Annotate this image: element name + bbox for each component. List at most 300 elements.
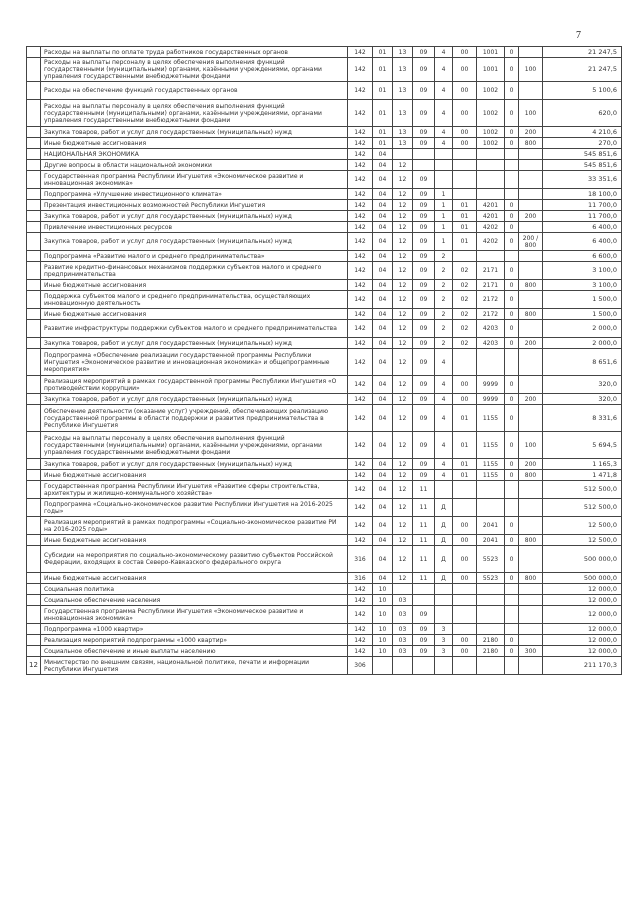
row-subsection bbox=[393, 149, 413, 160]
row-expense-type: 100 bbox=[519, 100, 543, 127]
row-section: 01 bbox=[373, 100, 393, 127]
row-flag: 0 bbox=[505, 200, 519, 211]
row-flag: 0 bbox=[505, 432, 519, 459]
row-subsection: 12 bbox=[393, 349, 413, 376]
row-flag: 0 bbox=[505, 309, 519, 320]
row-number bbox=[27, 211, 41, 222]
row-activity bbox=[453, 349, 477, 376]
row-direction: 4203 bbox=[477, 338, 505, 349]
row-subsection: 13 bbox=[393, 47, 413, 58]
row-activity: 02 bbox=[453, 291, 477, 309]
row-section: 10 bbox=[373, 606, 393, 624]
row-amount: 1 500,0 bbox=[543, 309, 622, 320]
row-amount: 12 000,0 bbox=[543, 606, 622, 624]
row-amount: 545 851,6 bbox=[543, 160, 622, 171]
row-direction: 2180 bbox=[477, 635, 505, 646]
row-flag: 0 bbox=[505, 320, 519, 338]
row-subsection bbox=[393, 584, 413, 595]
row-program bbox=[413, 584, 435, 595]
row-flag bbox=[505, 149, 519, 160]
row-direction: 4202 bbox=[477, 233, 505, 251]
row-section: 04 bbox=[373, 535, 393, 546]
row-admin-code: 142 bbox=[348, 535, 373, 546]
row-admin-code: 142 bbox=[348, 233, 373, 251]
row-program: 09 bbox=[413, 127, 435, 138]
row-amount: 211 170,3 bbox=[543, 657, 622, 675]
row-number bbox=[27, 432, 41, 459]
row-description: Закупка товаров, работ и услуг для государственных (муниципальных) нужд bbox=[41, 127, 348, 138]
row-program: 09 bbox=[413, 251, 435, 262]
row-activity bbox=[453, 624, 477, 635]
row-subsection: 13 bbox=[393, 82, 413, 100]
row-section: 04 bbox=[373, 291, 393, 309]
row-section: 04 bbox=[373, 394, 393, 405]
row-flag: 0 bbox=[505, 338, 519, 349]
row-subprogram: Д bbox=[435, 573, 453, 584]
row-number bbox=[27, 646, 41, 657]
row-subprogram: 2 bbox=[435, 309, 453, 320]
table-row bbox=[27, 211, 622, 222]
row-expense-type bbox=[519, 517, 543, 535]
row-subprogram: 4 bbox=[435, 138, 453, 149]
row-subsection bbox=[393, 657, 413, 675]
row-expense-type bbox=[519, 222, 543, 233]
row-activity: 01 bbox=[453, 405, 477, 432]
row-amount: 512 500,0 bbox=[543, 481, 622, 499]
row-direction: 4202 bbox=[477, 222, 505, 233]
row-admin-code: 142 bbox=[348, 376, 373, 394]
row-description: Социальная политика bbox=[41, 584, 348, 595]
row-admin-code: 142 bbox=[348, 459, 373, 470]
row-subprogram bbox=[435, 149, 453, 160]
row-number: 12 bbox=[27, 657, 41, 675]
row-activity: 02 bbox=[453, 338, 477, 349]
row-number bbox=[27, 138, 41, 149]
row-flag: 0 bbox=[505, 573, 519, 584]
row-description: Реализация мероприятий подпрограммы «1000 квартир» bbox=[41, 635, 348, 646]
row-expense-type bbox=[519, 481, 543, 499]
row-amount: 8 331,6 bbox=[543, 405, 622, 432]
row-flag bbox=[505, 657, 519, 675]
table-row bbox=[27, 459, 622, 470]
row-description: Расходы на выплаты персоналу в целях обеспечения выполнения функций государственными (муниципальными) органами, казёнными учреждениями, органами управления государственными внебюджетными фондами bbox=[41, 432, 348, 459]
row-amount: 3 100,0 bbox=[543, 262, 622, 280]
row-subsection: 13 bbox=[393, 100, 413, 127]
row-subprogram: Д bbox=[435, 499, 453, 517]
row-amount: 3 100,0 bbox=[543, 280, 622, 291]
row-description: Расходы на выплаты персоналу в целях обеспечения выполнения функций государственными (муниципальными) органами, казёнными учреждениями, органами управления государственными внебюджетными фондами bbox=[41, 100, 348, 127]
row-activity bbox=[453, 171, 477, 189]
row-admin-code: 142 bbox=[348, 251, 373, 262]
table-row bbox=[27, 82, 622, 100]
row-flag: 0 bbox=[505, 546, 519, 573]
row-subprogram bbox=[435, 657, 453, 675]
row-subprogram: 2 bbox=[435, 280, 453, 291]
table-row bbox=[27, 233, 622, 251]
row-subsection: 12 bbox=[393, 171, 413, 189]
table-row bbox=[27, 138, 622, 149]
row-direction: 2180 bbox=[477, 646, 505, 657]
row-subprogram: 4 bbox=[435, 58, 453, 82]
row-section: 04 bbox=[373, 251, 393, 262]
row-direction: 9999 bbox=[477, 394, 505, 405]
row-admin-code: 142 bbox=[348, 100, 373, 127]
row-program: 09 bbox=[413, 432, 435, 459]
row-admin-code: 142 bbox=[348, 584, 373, 595]
row-program: 11 bbox=[413, 481, 435, 499]
row-program: 09 bbox=[413, 222, 435, 233]
row-direction: 9999 bbox=[477, 376, 505, 394]
row-activity: 01 bbox=[453, 470, 477, 481]
row-section: 04 bbox=[373, 233, 393, 251]
row-subsection: 12 bbox=[393, 262, 413, 280]
table-row bbox=[27, 517, 622, 535]
row-flag: 0 bbox=[505, 100, 519, 127]
row-expense-type: 800 bbox=[519, 573, 543, 584]
row-amount: 18 100,0 bbox=[543, 189, 622, 200]
row-flag bbox=[505, 189, 519, 200]
row-expense-type: 200 bbox=[519, 127, 543, 138]
row-number bbox=[27, 233, 41, 251]
row-activity bbox=[453, 606, 477, 624]
row-amount: 12 500,0 bbox=[543, 535, 622, 546]
row-subprogram: 2 bbox=[435, 262, 453, 280]
row-direction: 1002 bbox=[477, 100, 505, 127]
row-program bbox=[413, 149, 435, 160]
table-row bbox=[27, 309, 622, 320]
row-subprogram: 2 bbox=[435, 251, 453, 262]
row-section: 04 bbox=[373, 376, 393, 394]
row-subprogram: 3 bbox=[435, 624, 453, 635]
row-activity bbox=[453, 595, 477, 606]
row-admin-code: 316 bbox=[348, 546, 373, 573]
row-expense-type bbox=[519, 405, 543, 432]
row-section: 01 bbox=[373, 82, 393, 100]
row-program: 09 bbox=[413, 58, 435, 82]
row-description: Подпрограмма «Развитие малого и среднего предпринимательства» bbox=[41, 251, 348, 262]
row-activity: 02 bbox=[453, 320, 477, 338]
row-flag: 0 bbox=[505, 394, 519, 405]
row-admin-code: 142 bbox=[348, 405, 373, 432]
row-number bbox=[27, 546, 41, 573]
row-amount: 12 000,0 bbox=[543, 595, 622, 606]
row-expense-type: 800 bbox=[519, 138, 543, 149]
row-flag: 0 bbox=[505, 262, 519, 280]
row-amount: 320,0 bbox=[543, 394, 622, 405]
row-program: 09 bbox=[413, 624, 435, 635]
row-direction: 1155 bbox=[477, 470, 505, 481]
row-description: НАЦИОНАЛЬНАЯ ЭКОНОМИКА bbox=[41, 149, 348, 160]
row-subprogram: 4 bbox=[435, 82, 453, 100]
row-amount: 6 400,0 bbox=[543, 233, 622, 251]
row-expense-type bbox=[519, 47, 543, 58]
row-amount: 545 851,6 bbox=[543, 149, 622, 160]
row-amount: 2 000,0 bbox=[543, 338, 622, 349]
row-number bbox=[27, 222, 41, 233]
page-number: 7 bbox=[576, 30, 581, 41]
row-description: Государственная программа Республики Ингушетия «Развитие сферы строительства, архитектуры и жилищно-коммунального хозяйства» bbox=[41, 481, 348, 499]
row-section: 04 bbox=[373, 405, 393, 432]
row-subprogram bbox=[435, 584, 453, 595]
table-row bbox=[27, 394, 622, 405]
row-direction: 5523 bbox=[477, 573, 505, 584]
row-activity bbox=[453, 189, 477, 200]
row-expense-type: 200 bbox=[519, 394, 543, 405]
table-row bbox=[27, 222, 622, 233]
table-row bbox=[27, 546, 622, 573]
row-description: Закупка товаров, работ и услуг для государственных (муниципальных) нужд bbox=[41, 211, 348, 222]
row-section: 04 bbox=[373, 338, 393, 349]
table-row bbox=[27, 160, 622, 171]
row-flag bbox=[505, 606, 519, 624]
row-expense-type bbox=[519, 251, 543, 262]
row-number bbox=[27, 309, 41, 320]
row-program: 09 bbox=[413, 171, 435, 189]
row-program: 09 bbox=[413, 233, 435, 251]
row-admin-code: 142 bbox=[348, 189, 373, 200]
row-subprogram: Д bbox=[435, 546, 453, 573]
row-subprogram bbox=[435, 606, 453, 624]
row-activity: 00 bbox=[453, 100, 477, 127]
row-number bbox=[27, 459, 41, 470]
row-subsection: 12 bbox=[393, 233, 413, 251]
row-expense-type bbox=[519, 349, 543, 376]
row-amount: 12 000,0 bbox=[543, 646, 622, 657]
row-direction: 4201 bbox=[477, 211, 505, 222]
table-row bbox=[27, 595, 622, 606]
row-direction: 1002 bbox=[477, 82, 505, 100]
row-flag bbox=[505, 499, 519, 517]
row-subprogram: 1 bbox=[435, 200, 453, 211]
row-number bbox=[27, 251, 41, 262]
row-section: 04 bbox=[373, 149, 393, 160]
row-direction bbox=[477, 160, 505, 171]
row-flag: 0 bbox=[505, 470, 519, 481]
row-admin-code: 142 bbox=[348, 127, 373, 138]
table-row bbox=[27, 171, 622, 189]
table-row bbox=[27, 338, 622, 349]
row-amount: 5 100,6 bbox=[543, 82, 622, 100]
row-amount: 512 500,0 bbox=[543, 499, 622, 517]
row-direction: 1155 bbox=[477, 405, 505, 432]
row-admin-code: 142 bbox=[348, 262, 373, 280]
row-admin-code: 142 bbox=[348, 171, 373, 189]
table-row bbox=[27, 573, 622, 584]
row-description: Иные бюджетные ассигнования bbox=[41, 309, 348, 320]
row-subsection: 12 bbox=[393, 499, 413, 517]
row-program: 09 bbox=[413, 291, 435, 309]
row-activity: 00 bbox=[453, 82, 477, 100]
row-description: Иные бюджетные ассигнования bbox=[41, 470, 348, 481]
row-flag bbox=[505, 349, 519, 376]
row-description: Закупка товаров, работ и услуг для государственных (муниципальных) нужд bbox=[41, 338, 348, 349]
row-subsection: 12 bbox=[393, 459, 413, 470]
row-admin-code: 142 bbox=[348, 394, 373, 405]
row-program bbox=[413, 160, 435, 171]
row-expense-type: 100 bbox=[519, 432, 543, 459]
row-flag: 0 bbox=[505, 459, 519, 470]
row-flag bbox=[505, 171, 519, 189]
row-flag: 0 bbox=[505, 138, 519, 149]
row-activity: 00 bbox=[453, 138, 477, 149]
row-activity: 02 bbox=[453, 262, 477, 280]
row-program: 09 bbox=[413, 405, 435, 432]
table-row bbox=[27, 100, 622, 127]
row-flag: 0 bbox=[505, 517, 519, 535]
row-expense-type: 200 / 800 bbox=[519, 233, 543, 251]
row-expense-type bbox=[519, 499, 543, 517]
table-row bbox=[27, 251, 622, 262]
row-subprogram: 2 bbox=[435, 291, 453, 309]
row-section: 10 bbox=[373, 595, 393, 606]
row-section: 04 bbox=[373, 171, 393, 189]
row-description: Иные бюджетные ассигнования bbox=[41, 138, 348, 149]
row-number bbox=[27, 481, 41, 499]
row-expense-type: 800 bbox=[519, 280, 543, 291]
row-description: Подпрограмма «Улучшение инвестиционного климата» bbox=[41, 189, 348, 200]
row-admin-code: 142 bbox=[348, 160, 373, 171]
row-subsection: 12 bbox=[393, 251, 413, 262]
row-subprogram: 1 bbox=[435, 211, 453, 222]
row-program: 09 bbox=[413, 82, 435, 100]
row-subprogram bbox=[435, 595, 453, 606]
row-expense-type: 200 bbox=[519, 459, 543, 470]
row-direction bbox=[477, 349, 505, 376]
row-expense-type bbox=[519, 200, 543, 211]
row-program: 09 bbox=[413, 200, 435, 211]
row-number bbox=[27, 100, 41, 127]
row-direction bbox=[477, 606, 505, 624]
row-expense-type bbox=[519, 635, 543, 646]
row-direction bbox=[477, 657, 505, 675]
row-direction: 5523 bbox=[477, 546, 505, 573]
table-row bbox=[27, 584, 622, 595]
row-number bbox=[27, 160, 41, 171]
row-number bbox=[27, 200, 41, 211]
row-flag: 0 bbox=[505, 47, 519, 58]
row-subsection: 12 bbox=[393, 291, 413, 309]
row-program: 09 bbox=[413, 338, 435, 349]
row-section: 04 bbox=[373, 470, 393, 481]
row-program bbox=[413, 657, 435, 675]
row-description: Закупка товаров, работ и услуг для государственных (муниципальных) нужд bbox=[41, 459, 348, 470]
row-section: 04 bbox=[373, 262, 393, 280]
row-flag: 0 bbox=[505, 211, 519, 222]
row-flag: 0 bbox=[505, 280, 519, 291]
row-subsection: 12 bbox=[393, 481, 413, 499]
row-subsection: 13 bbox=[393, 127, 413, 138]
row-expense-type bbox=[519, 595, 543, 606]
table-row bbox=[27, 606, 622, 624]
row-program: 09 bbox=[413, 376, 435, 394]
row-direction bbox=[477, 499, 505, 517]
row-description: Подпрограмма «Обеспечение реализации государственной программы Республики Ингушетия «Экономическое развитие и инновационная экономика» и общепрограммные мероприятия» bbox=[41, 349, 348, 376]
budget-table bbox=[26, 46, 622, 675]
row-subprogram: 4 bbox=[435, 470, 453, 481]
row-direction bbox=[477, 149, 505, 160]
row-amount: 500 000,0 bbox=[543, 546, 622, 573]
row-program: 09 bbox=[413, 459, 435, 470]
row-admin-code: 316 bbox=[348, 573, 373, 584]
row-section: 04 bbox=[373, 349, 393, 376]
row-section: 10 bbox=[373, 624, 393, 635]
row-admin-code: 142 bbox=[348, 432, 373, 459]
row-flag: 0 bbox=[505, 82, 519, 100]
row-description: Развитие инфраструктуры поддержки субъектов малого и среднего предпринимательства bbox=[41, 320, 348, 338]
row-subsection: 12 bbox=[393, 280, 413, 291]
row-activity: 00 bbox=[453, 376, 477, 394]
row-admin-code: 142 bbox=[348, 338, 373, 349]
row-subprogram: 4 bbox=[435, 349, 453, 376]
row-amount: 620,0 bbox=[543, 100, 622, 127]
row-subsection: 03 bbox=[393, 606, 413, 624]
row-expense-type: 800 bbox=[519, 470, 543, 481]
row-subprogram: 2 bbox=[435, 320, 453, 338]
row-admin-code: 142 bbox=[348, 47, 373, 58]
row-number bbox=[27, 535, 41, 546]
row-description: Государственная программа Республики Ингушетия «Экономическое развитие и инновационная экономика» bbox=[41, 171, 348, 189]
row-amount: 1 165,3 bbox=[543, 459, 622, 470]
row-admin-code: 142 bbox=[348, 646, 373, 657]
row-description: Обеспечение деятельности (оказание услуг) учреждений, обеспечивающих реализацию государственной программы в области поддержки и развития предпринимательства в Республике Ингушетия bbox=[41, 405, 348, 432]
row-expense-type bbox=[519, 82, 543, 100]
row-description: Социальное обеспечение населения bbox=[41, 595, 348, 606]
row-amount: 270,0 bbox=[543, 138, 622, 149]
row-admin-code: 142 bbox=[348, 211, 373, 222]
row-number bbox=[27, 606, 41, 624]
row-expense-type bbox=[519, 376, 543, 394]
row-description: Подпрограмма «Социально-экономическое развитие Республики Ингушетия на 2016-2025 годы» bbox=[41, 499, 348, 517]
row-program: 09 bbox=[413, 606, 435, 624]
row-section: 10 bbox=[373, 635, 393, 646]
row-number bbox=[27, 584, 41, 595]
row-amount: 500 000,0 bbox=[543, 573, 622, 584]
row-subsection: 12 bbox=[393, 405, 413, 432]
row-program: 09 bbox=[413, 189, 435, 200]
row-expense-type: 800 bbox=[519, 535, 543, 546]
row-flag bbox=[505, 624, 519, 635]
row-subsection: 12 bbox=[393, 517, 413, 535]
row-number bbox=[27, 394, 41, 405]
row-subprogram: Д bbox=[435, 517, 453, 535]
row-program: 11 bbox=[413, 499, 435, 517]
table-row bbox=[27, 432, 622, 459]
row-direction bbox=[477, 481, 505, 499]
row-admin-code: 142 bbox=[348, 58, 373, 82]
row-amount: 4 210,6 bbox=[543, 127, 622, 138]
row-expense-type bbox=[519, 657, 543, 675]
row-admin-code: 306 bbox=[348, 657, 373, 675]
table-row bbox=[27, 349, 622, 376]
row-flag bbox=[505, 160, 519, 171]
row-subprogram: 4 bbox=[435, 100, 453, 127]
row-flag: 0 bbox=[505, 646, 519, 657]
row-number bbox=[27, 47, 41, 58]
row-subsection: 12 bbox=[393, 432, 413, 459]
row-number bbox=[27, 320, 41, 338]
row-admin-code: 142 bbox=[348, 280, 373, 291]
row-flag: 0 bbox=[505, 376, 519, 394]
row-subprogram bbox=[435, 171, 453, 189]
row-subprogram: 4 bbox=[435, 459, 453, 470]
row-section: 04 bbox=[373, 280, 393, 291]
row-number bbox=[27, 291, 41, 309]
row-expense-type bbox=[519, 606, 543, 624]
row-flag: 0 bbox=[505, 405, 519, 432]
row-section: 01 bbox=[373, 47, 393, 58]
row-activity: 00 bbox=[453, 517, 477, 535]
row-direction: 1155 bbox=[477, 459, 505, 470]
